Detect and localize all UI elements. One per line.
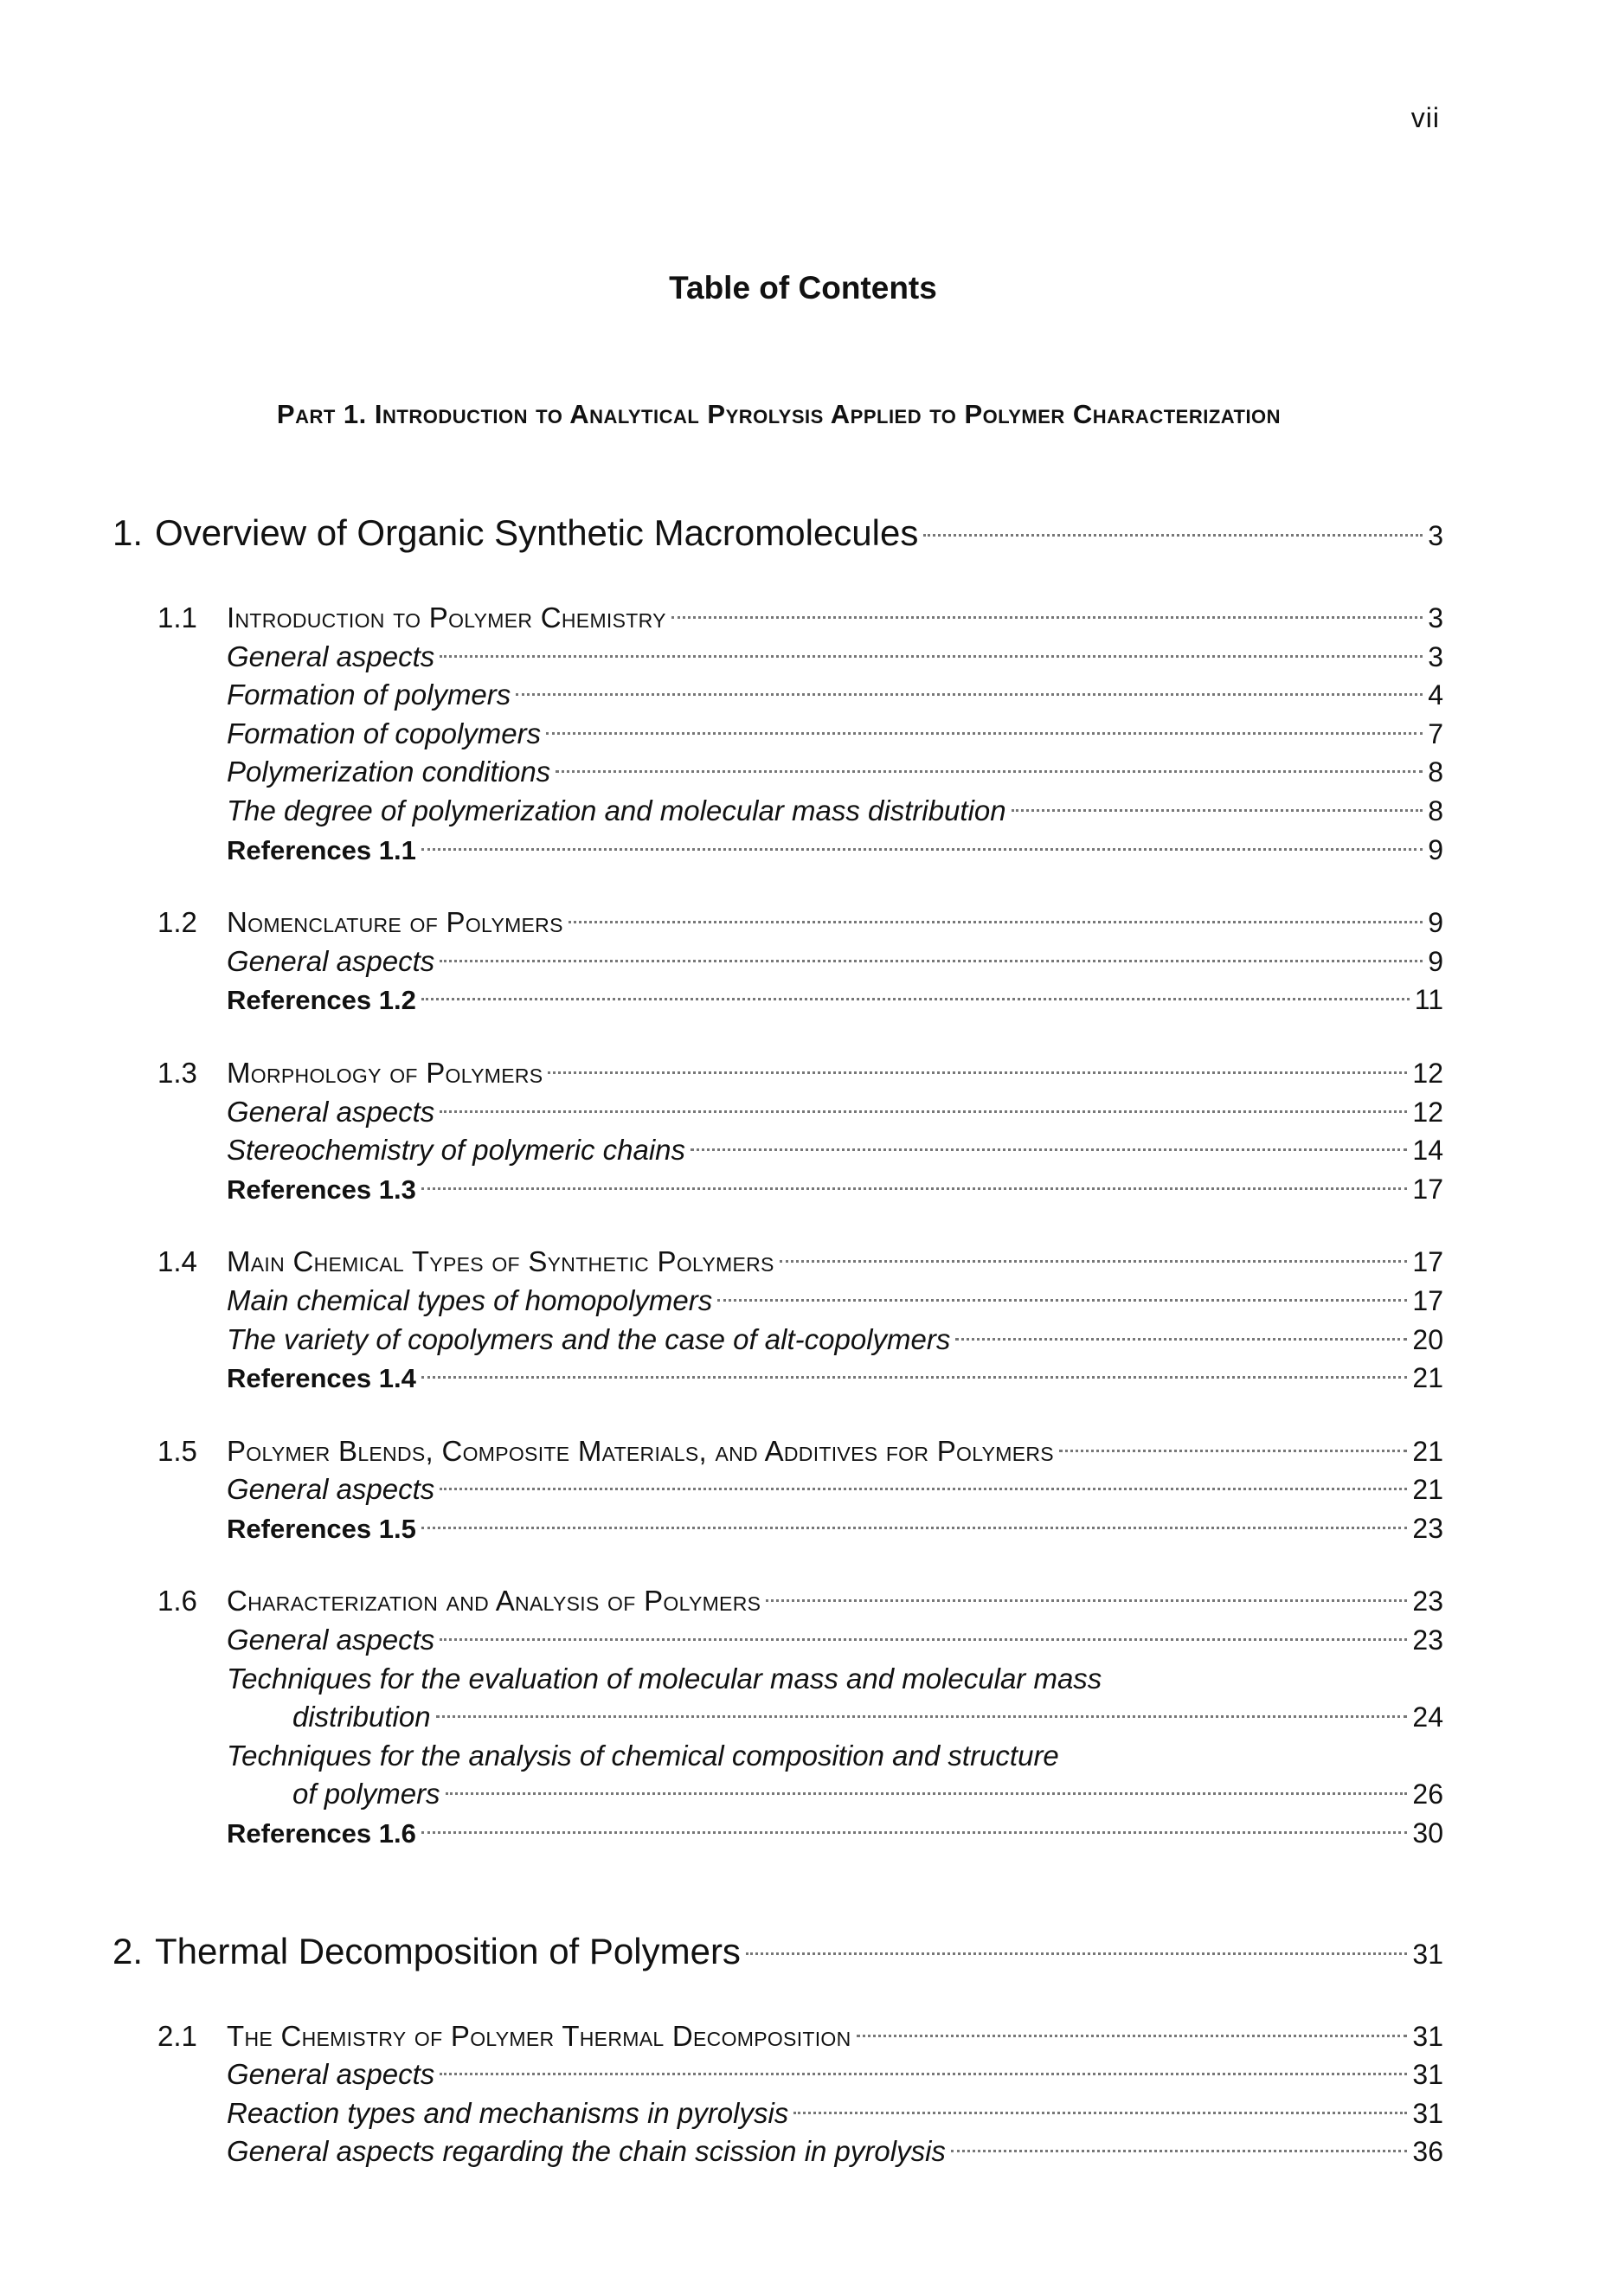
toc-section <box>112 904 1443 1019</box>
toc-chapter <box>112 502 1443 1853</box>
subtopic-title: distribution <box>292 1701 431 1733</box>
toc-section <box>112 1582 1443 1852</box>
dot-leader <box>1059 1450 1407 1452</box>
subtopic-title: Main chemical types of homopolymers <box>227 1283 713 1316</box>
item-page: 23 <box>1412 1512 1443 1544</box>
section-entry[interactable] <box>112 1054 1443 1093</box>
dot-leader <box>746 1952 1407 1955</box>
subtopic-title: The variety of copolymers and the case of alt-copolymers <box>227 1322 951 1355</box>
section-entry[interactable] <box>112 599 1443 638</box>
dot-leader <box>923 534 1423 537</box>
dot-leader <box>548 1071 1407 1074</box>
references-entry[interactable] <box>112 1170 1443 1209</box>
subtopic-entry[interactable] <box>112 1621 1443 1660</box>
references-entry[interactable] <box>112 831 1443 870</box>
section-entry[interactable] <box>112 1432 1443 1471</box>
subtopic-title: General aspects <box>227 1473 435 1506</box>
item-page: 8 <box>1428 794 1443 826</box>
chapter-entry[interactable] <box>112 502 1443 564</box>
item-page: 31 <box>1412 2059 1443 2091</box>
section-title: Characterization and Analysis of Polymers <box>227 1585 761 1617</box>
dot-leader <box>421 848 1423 851</box>
section-entry[interactable] <box>112 2017 1443 2056</box>
subtopic-entry[interactable] <box>112 792 1443 831</box>
section-page: 21 <box>1412 1435 1443 1467</box>
subtopic-title: General aspects <box>227 944 435 977</box>
item-page: 4 <box>1428 679 1443 711</box>
dot-leader <box>421 1831 1408 1834</box>
subtopic-entry[interactable] <box>112 2094 1443 2133</box>
section-title: The Chemistry of Polymer Thermal Decomposition <box>227 2019 851 2052</box>
subtopic-entry[interactable] <box>112 1282 1443 1321</box>
toc-section <box>112 599 1443 869</box>
section-title: Polymer Blends, Composite Materials, and Additives for Polymers <box>227 1434 1054 1467</box>
dot-leader <box>421 1187 1408 1190</box>
subtopic-title: The degree of polymerization and molecular mass distribution <box>227 794 1006 826</box>
item-page: 20 <box>1412 1323 1443 1355</box>
section-entry[interactable] <box>112 904 1443 942</box>
references-title: References 1.6 <box>227 1818 416 1849</box>
toc-section <box>112 1243 1443 1397</box>
references-title: References 1.1 <box>227 834 416 865</box>
dot-leader <box>780 1260 1408 1263</box>
section-number: 1.2 <box>157 906 197 939</box>
dot-leader <box>446 1792 1408 1795</box>
table-of-contents <box>112 502 1443 2171</box>
section-number: 1.3 <box>157 1056 197 1089</box>
section-title: Introduction to Polymer Chemistry <box>227 601 666 633</box>
subtopic-title: General aspects <box>227 640 435 672</box>
dot-leader <box>1012 809 1423 812</box>
dot-leader <box>955 1338 1407 1341</box>
toc-chapter <box>112 1920 1443 2171</box>
section-page: 23 <box>1412 1585 1443 1617</box>
item-page: 21 <box>1412 1362 1443 1394</box>
page-title: Table of Contents <box>669 270 937 305</box>
subtopic-title: Reaction types and mechanisms in pyrolysis <box>227 2096 789 2129</box>
chapter-number: 1. <box>112 512 144 553</box>
subtopic-title: General aspects <box>227 1624 435 1656</box>
dot-leader <box>440 655 1423 658</box>
dot-leader <box>516 693 1423 696</box>
item-page: 17 <box>1412 1284 1443 1316</box>
subtopic-entry[interactable] <box>112 2132 1443 2171</box>
section-title: Nomenclature of Polymers <box>227 906 563 939</box>
references-title: References 1.5 <box>227 1513 416 1544</box>
subtopic-title: Formation of copolymers <box>227 717 542 749</box>
dot-leader <box>440 1488 1407 1490</box>
references-title: References 1.4 <box>227 1363 416 1394</box>
dot-leader <box>440 960 1423 962</box>
dot-leader <box>671 616 1423 619</box>
dot-leader <box>440 2073 1407 2075</box>
dot-leader <box>440 1638 1407 1641</box>
section-title: Morphology of Polymers <box>227 1056 543 1089</box>
section-number: 2.1 <box>157 2019 197 2052</box>
chapter-title: Thermal Decomposition of Polymers <box>155 1930 741 1971</box>
subtopic-title: General aspects <box>227 1095 435 1128</box>
references-title: References 1.3 <box>227 1174 416 1205</box>
subtopic-title: General aspects <box>227 2058 435 2091</box>
item-page: 7 <box>1428 717 1443 749</box>
toc-section <box>112 2017 1443 2171</box>
section-number: 1.5 <box>157 1434 197 1467</box>
item-page: 3 <box>1428 640 1443 672</box>
section-title: Main Chemical Types of Synthetic Polymers <box>227 1245 774 1278</box>
section-entry[interactable] <box>112 1582 1443 1621</box>
references-entry[interactable] <box>112 1814 1443 1853</box>
item-page: 17 <box>1412 1173 1443 1205</box>
dot-leader <box>951 2150 1407 2152</box>
dot-leader <box>440 1110 1407 1113</box>
subtopic-title: Stereochemistry of polymeric chains <box>227 1134 686 1167</box>
section-page: 31 <box>1412 2020 1443 2052</box>
dot-leader <box>793 2112 1407 2114</box>
section-number: 1.1 <box>157 601 197 633</box>
dot-leader <box>569 921 1423 923</box>
subtopic-page: 24 <box>1412 1701 1443 1733</box>
references-title: References 1.2 <box>227 985 416 1016</box>
item-page: 21 <box>1412 1474 1443 1506</box>
part-heading: Part 1. Introduction to Analytical Pyrolysis Applied to Polymer Characterization <box>276 399 1282 429</box>
subtopic-title: Polymerization conditions <box>227 756 551 788</box>
chapter-page: 31 <box>1412 1938 1443 1970</box>
dot-leader <box>857 2035 1408 2037</box>
subtopic-entry[interactable] <box>112 638 1443 677</box>
subtopic-entry[interactable] <box>112 1470 1443 1509</box>
section-entry[interactable] <box>112 1243 1443 1282</box>
subtopic-entry[interactable] <box>112 715 1443 754</box>
section-page: 3 <box>1428 602 1443 633</box>
subtopic-entry[interactable] <box>112 1775 1443 1814</box>
page-number: vii <box>1410 102 1440 133</box>
subtopic-title: of polymers <box>292 1778 440 1810</box>
chapter-number: 2. <box>112 1930 144 1971</box>
item-page: 23 <box>1412 1624 1443 1656</box>
dot-leader <box>436 1715 1408 1718</box>
subtopic-entry[interactable] <box>112 2055 1443 2094</box>
dot-leader <box>546 732 1423 735</box>
item-page: 12 <box>1412 1096 1443 1128</box>
subtopic-title: Formation of polymers <box>227 679 511 711</box>
subtopic-entry[interactable] <box>112 1093 1443 1132</box>
subtopic-line: Techniques for the evaluation of molecular mass and molecular mass <box>227 1662 1102 1695</box>
item-page: 30 <box>1412 1817 1443 1849</box>
subtopic-entry[interactable] <box>112 1131 1443 1170</box>
item-page: 31 <box>1412 2097 1443 2129</box>
references-entry[interactable] <box>112 1509 1443 1548</box>
dot-leader <box>421 1376 1408 1379</box>
section-page: 17 <box>1412 1246 1443 1278</box>
section-page: 9 <box>1428 907 1443 939</box>
dot-leader <box>766 1599 1407 1602</box>
toc-section <box>112 1054 1443 1208</box>
subtopic-entry[interactable] <box>112 676 1443 715</box>
dot-leader <box>556 770 1423 773</box>
section-number: 1.6 <box>157 1585 197 1617</box>
item-page: 8 <box>1428 756 1443 788</box>
subtopic-page: 26 <box>1412 1778 1443 1810</box>
subtopic-entry[interactable] <box>112 753 1443 792</box>
item-page: 14 <box>1412 1135 1443 1167</box>
item-page: 11 <box>1414 984 1443 1016</box>
references-entry[interactable] <box>112 981 1443 1019</box>
dot-leader <box>421 1527 1408 1529</box>
chapter-page: 3 <box>1428 520 1443 551</box>
dot-leader <box>717 1299 1407 1302</box>
chapter-title: Overview of Organic Synthetic Macromolecules <box>155 512 919 553</box>
item-page: 9 <box>1428 833 1443 865</box>
toc-section <box>112 1432 1443 1548</box>
subtopic-entry[interactable] <box>112 1321 1443 1360</box>
chapter-entry[interactable] <box>112 1920 1443 1983</box>
dot-leader <box>691 1148 1407 1151</box>
section-page: 12 <box>1412 1057 1443 1089</box>
item-page: 9 <box>1428 945 1443 977</box>
subtopic-entry[interactable] <box>112 1698 1443 1737</box>
section-number: 1.4 <box>157 1245 197 1278</box>
subtopic-line: Techniques for the analysis of chemical composition and structure <box>227 1739 1059 1772</box>
subtopic-entry[interactable] <box>112 942 1443 981</box>
references-entry[interactable] <box>112 1359 1443 1398</box>
dot-leader <box>421 998 1410 1000</box>
subtopic-title: General aspects regarding the chain scission in pyrolysis <box>227 2135 946 2168</box>
item-page: 36 <box>1412 2136 1443 2168</box>
